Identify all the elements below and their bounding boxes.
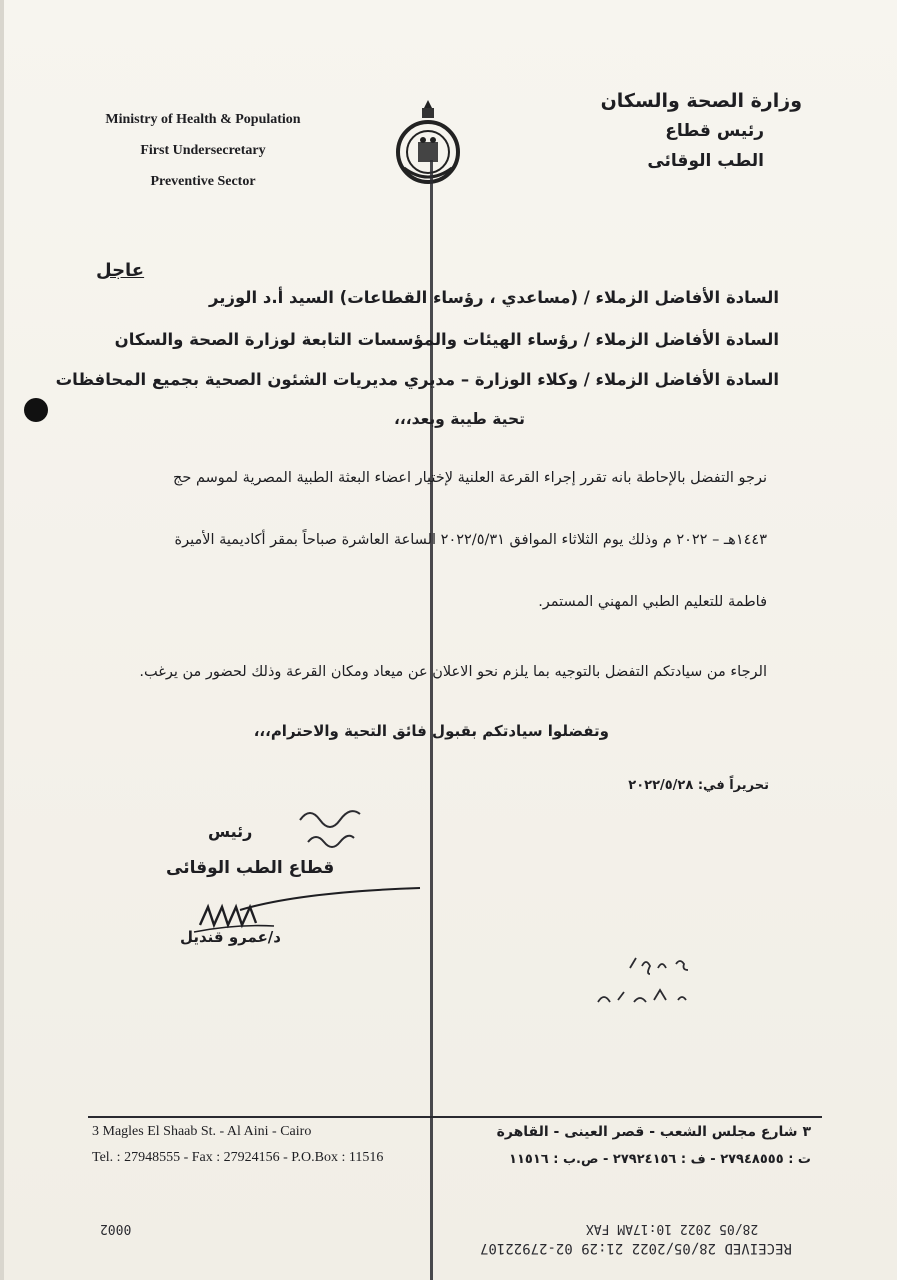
signature-title-2: قطاع الطب الوقائى: [166, 858, 335, 878]
footer-rule: [88, 1116, 822, 1118]
fold-crease: [430, 160, 433, 1280]
closing-line: وتفضلوا سيادتكم بقبول فائق التحية والاحترام،،،: [253, 722, 609, 740]
header-english: [78, 104, 328, 197]
urgent-label: عاجل: [96, 260, 145, 281]
header-ar-ministry: وزارة الصحة والسكان: [600, 90, 802, 112]
footer-en-address: 3 Magles El Shaab St. - Al Aini - Cairo: [92, 1124, 312, 1139]
header-en-undersecretary: First Undersecretary: [140, 143, 266, 158]
ministry-logo-emblem: [390, 96, 466, 192]
body-line-3: فاطمة للتعليم الطبي المهني المستمر.: [538, 594, 767, 610]
header-en-sector: Preventive Sector: [150, 174, 256, 189]
addressee-line-1: السادة الأفاضل الزملاء / (مساعدي ، رؤساء القطاعات) السيد أ.د الوزير: [208, 288, 779, 307]
header-ar-sector: الطب الوقائى: [647, 151, 764, 171]
signature-title-1: رئيس: [208, 822, 253, 841]
footer-ar-address: ٣ شارع مجلس الشعب - قصر العينى - القاهرة: [496, 1124, 811, 1140]
addressee-line-3: السادة الأفاضل الزملاء / وكلاء الوزارة – مديري مديريات الشئون الصحية بجميع المحافظات: [55, 370, 779, 389]
fax-page-number: 0002: [100, 1221, 132, 1236]
body-line-1: نرجو التفضل بالإحاطة بانه تقرر إجراء القرعة العلنية لإختيار اعضاء البعثة الطبية المصرية لموسم حج: [173, 470, 767, 486]
date-line: تحريراً في: ٢٠٢٢/٥/٢٨: [628, 778, 769, 793]
header-en-ministry: Ministry of Health & Population: [105, 112, 301, 127]
fax-received-line: RECEIVED 28/05/2022 21:29 02-27922107: [480, 1240, 792, 1256]
greeting: تحية طيبة وبعد،،،: [394, 410, 525, 428]
body-line-4: الرجاء من سيادتكم التفضل بالتوجيه بما يلزم نحو الاعلان عن ميعاد ومكان القرعة وذلك لحضور من يرغب.: [139, 664, 767, 680]
footer-ar-contact: ت : ٢٧٩٤٨٥٥٥ - ف : ٢٧٩٢٤١٥٦ - ص.ب : ١١٥١٦: [509, 1152, 811, 1167]
handwritten-note: [290, 800, 380, 860]
signature-name: د/عمرو قنديل: [180, 928, 281, 946]
punch-hole: [24, 398, 48, 422]
header-ar-head: رئيس قطاع: [665, 121, 764, 141]
header-arabic: [552, 86, 802, 176]
footer-en-contact: Tel. : 27948555 - Fax : 27924156 - P.O.Box : 11516: [92, 1150, 384, 1165]
body-line-2: ١٤٤٣هـ – ٢٠٢٢ م وذلك يوم الثلاثاء الموافق ٢٠٢٢/٥/٣١ الساعة العاشرة صباحاً بمقر أكاديمية الأميرة: [174, 532, 767, 548]
paper-edge: [0, 0, 4, 1280]
handwritten-received-note: [590, 950, 710, 1020]
addressee-line-2: السادة الأفاضل الزملاء / رؤساء الهيئات والمؤسسات التابعة لوزارة الصحة والسكان: [114, 330, 779, 349]
fax-header-line: 28/05 2022 10:17AM FAX: [586, 1221, 759, 1236]
